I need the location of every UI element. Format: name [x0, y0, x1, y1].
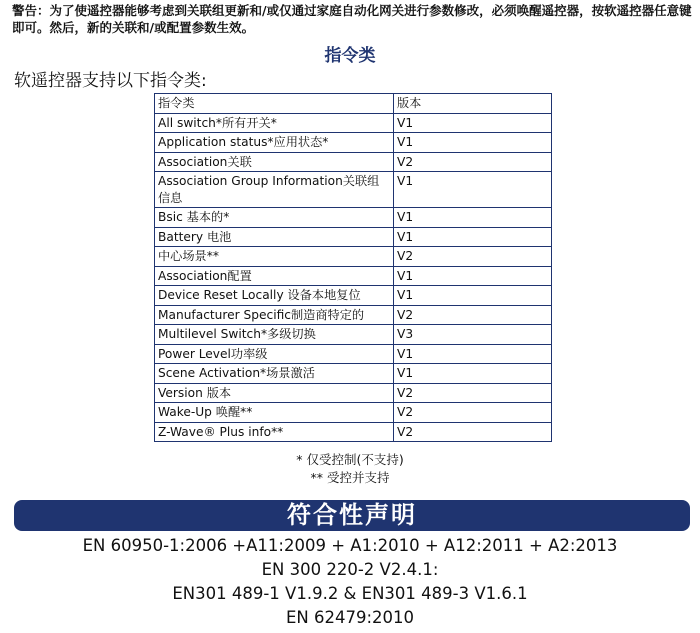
table-row	[155, 286, 552, 306]
command-class-version: V2	[394, 152, 552, 172]
command-class-version: V2	[394, 403, 552, 423]
table-row	[155, 403, 552, 423]
command-class-name: Version 版本	[155, 383, 394, 403]
standard-line: EN 60950-1:2006 +A11:2009 + A1:2010 + A12:2011 + A2:2013	[82, 536, 618, 555]
table-row	[155, 113, 552, 133]
command-class-version: V1	[394, 286, 552, 306]
standards-list	[0, 534, 700, 630]
command-class-version: V2	[394, 422, 552, 442]
table-header-row	[155, 94, 552, 114]
compliance-banner: 符合性声明	[14, 500, 690, 531]
command-class-name: Multilevel Switch*多级切换	[155, 325, 394, 345]
table-row	[155, 266, 552, 286]
command-class-name: Battery 电池	[155, 227, 394, 247]
command-class-version: V2	[394, 383, 552, 403]
command-class-version: V1	[394, 227, 552, 247]
footnote-controlled-supported: ** 受控并支持	[310, 470, 390, 485]
command-class-table	[154, 93, 552, 442]
command-class-version: V1	[394, 208, 552, 228]
standard-line: EN 62479:2010	[285, 608, 415, 627]
command-class-name: Manufacturer Specific制造商特定的	[155, 305, 394, 325]
command-class-name: Scene Activation*场景激活	[155, 364, 394, 384]
command-class-version: V3	[394, 325, 552, 345]
command-class-name: Z-Wave® Plus info**	[155, 422, 394, 442]
header-command-class: 指令类	[155, 94, 394, 114]
command-class-version: V1	[394, 364, 552, 384]
command-class-name: Bsic 基本的*	[155, 208, 394, 228]
warning-text: 警告：为了使遥控器能够考虑到关联组更新和/或仅通过家庭自动化网关进行参数修改，必须唤醒遥控器，按软遥控器任意键即可。然后，新的关联和/或配置参数生效。	[12, 3, 692, 35]
command-class-name: Application status*应用状态*	[155, 133, 394, 153]
table-row	[155, 208, 552, 228]
command-class-version: V1	[394, 133, 552, 153]
command-class-version: V1	[394, 113, 552, 133]
command-class-version: V2	[394, 305, 552, 325]
command-class-name: Association Group Information关联组信息	[155, 172, 394, 208]
table-row	[155, 133, 552, 153]
header-version: 版本	[394, 94, 552, 114]
table-row	[155, 247, 552, 267]
command-class-version: V1	[394, 344, 552, 364]
command-class-version: V1	[394, 172, 552, 208]
table-row	[155, 172, 552, 208]
table-row	[155, 152, 552, 172]
command-class-version: V2	[394, 247, 552, 267]
table-row	[155, 325, 552, 345]
command-class-name: 中心场景**	[155, 247, 394, 267]
table-row	[155, 364, 552, 384]
footnote-controlled-only: * 仅受控制(不支持)	[296, 452, 404, 467]
command-class-name: Association配置	[155, 266, 394, 286]
standard-line: EN301 489-1 V1.9.2 & EN301 489-3 V1.6.1	[172, 584, 528, 603]
table-row	[155, 227, 552, 247]
table-row	[155, 344, 552, 364]
intro-text: 软遥控器支持以下指令类:	[14, 71, 207, 91]
command-class-name: Association关联	[155, 152, 394, 172]
standard-line: EN 300 220-2 V2.4.1:	[261, 560, 439, 579]
command-class-name: All switch*所有开关*	[155, 113, 394, 133]
table-row	[155, 383, 552, 403]
table-row	[155, 422, 552, 442]
table-row	[155, 305, 552, 325]
command-class-name: Wake-Up 唤醒**	[155, 403, 394, 423]
command-class-name: Device Reset Locally 设备本地复位	[155, 286, 394, 306]
command-class-name: Power Level功率级	[155, 344, 394, 364]
section-title: 指令类	[324, 46, 376, 66]
command-class-version: V1	[394, 266, 552, 286]
footnotes	[0, 451, 700, 487]
